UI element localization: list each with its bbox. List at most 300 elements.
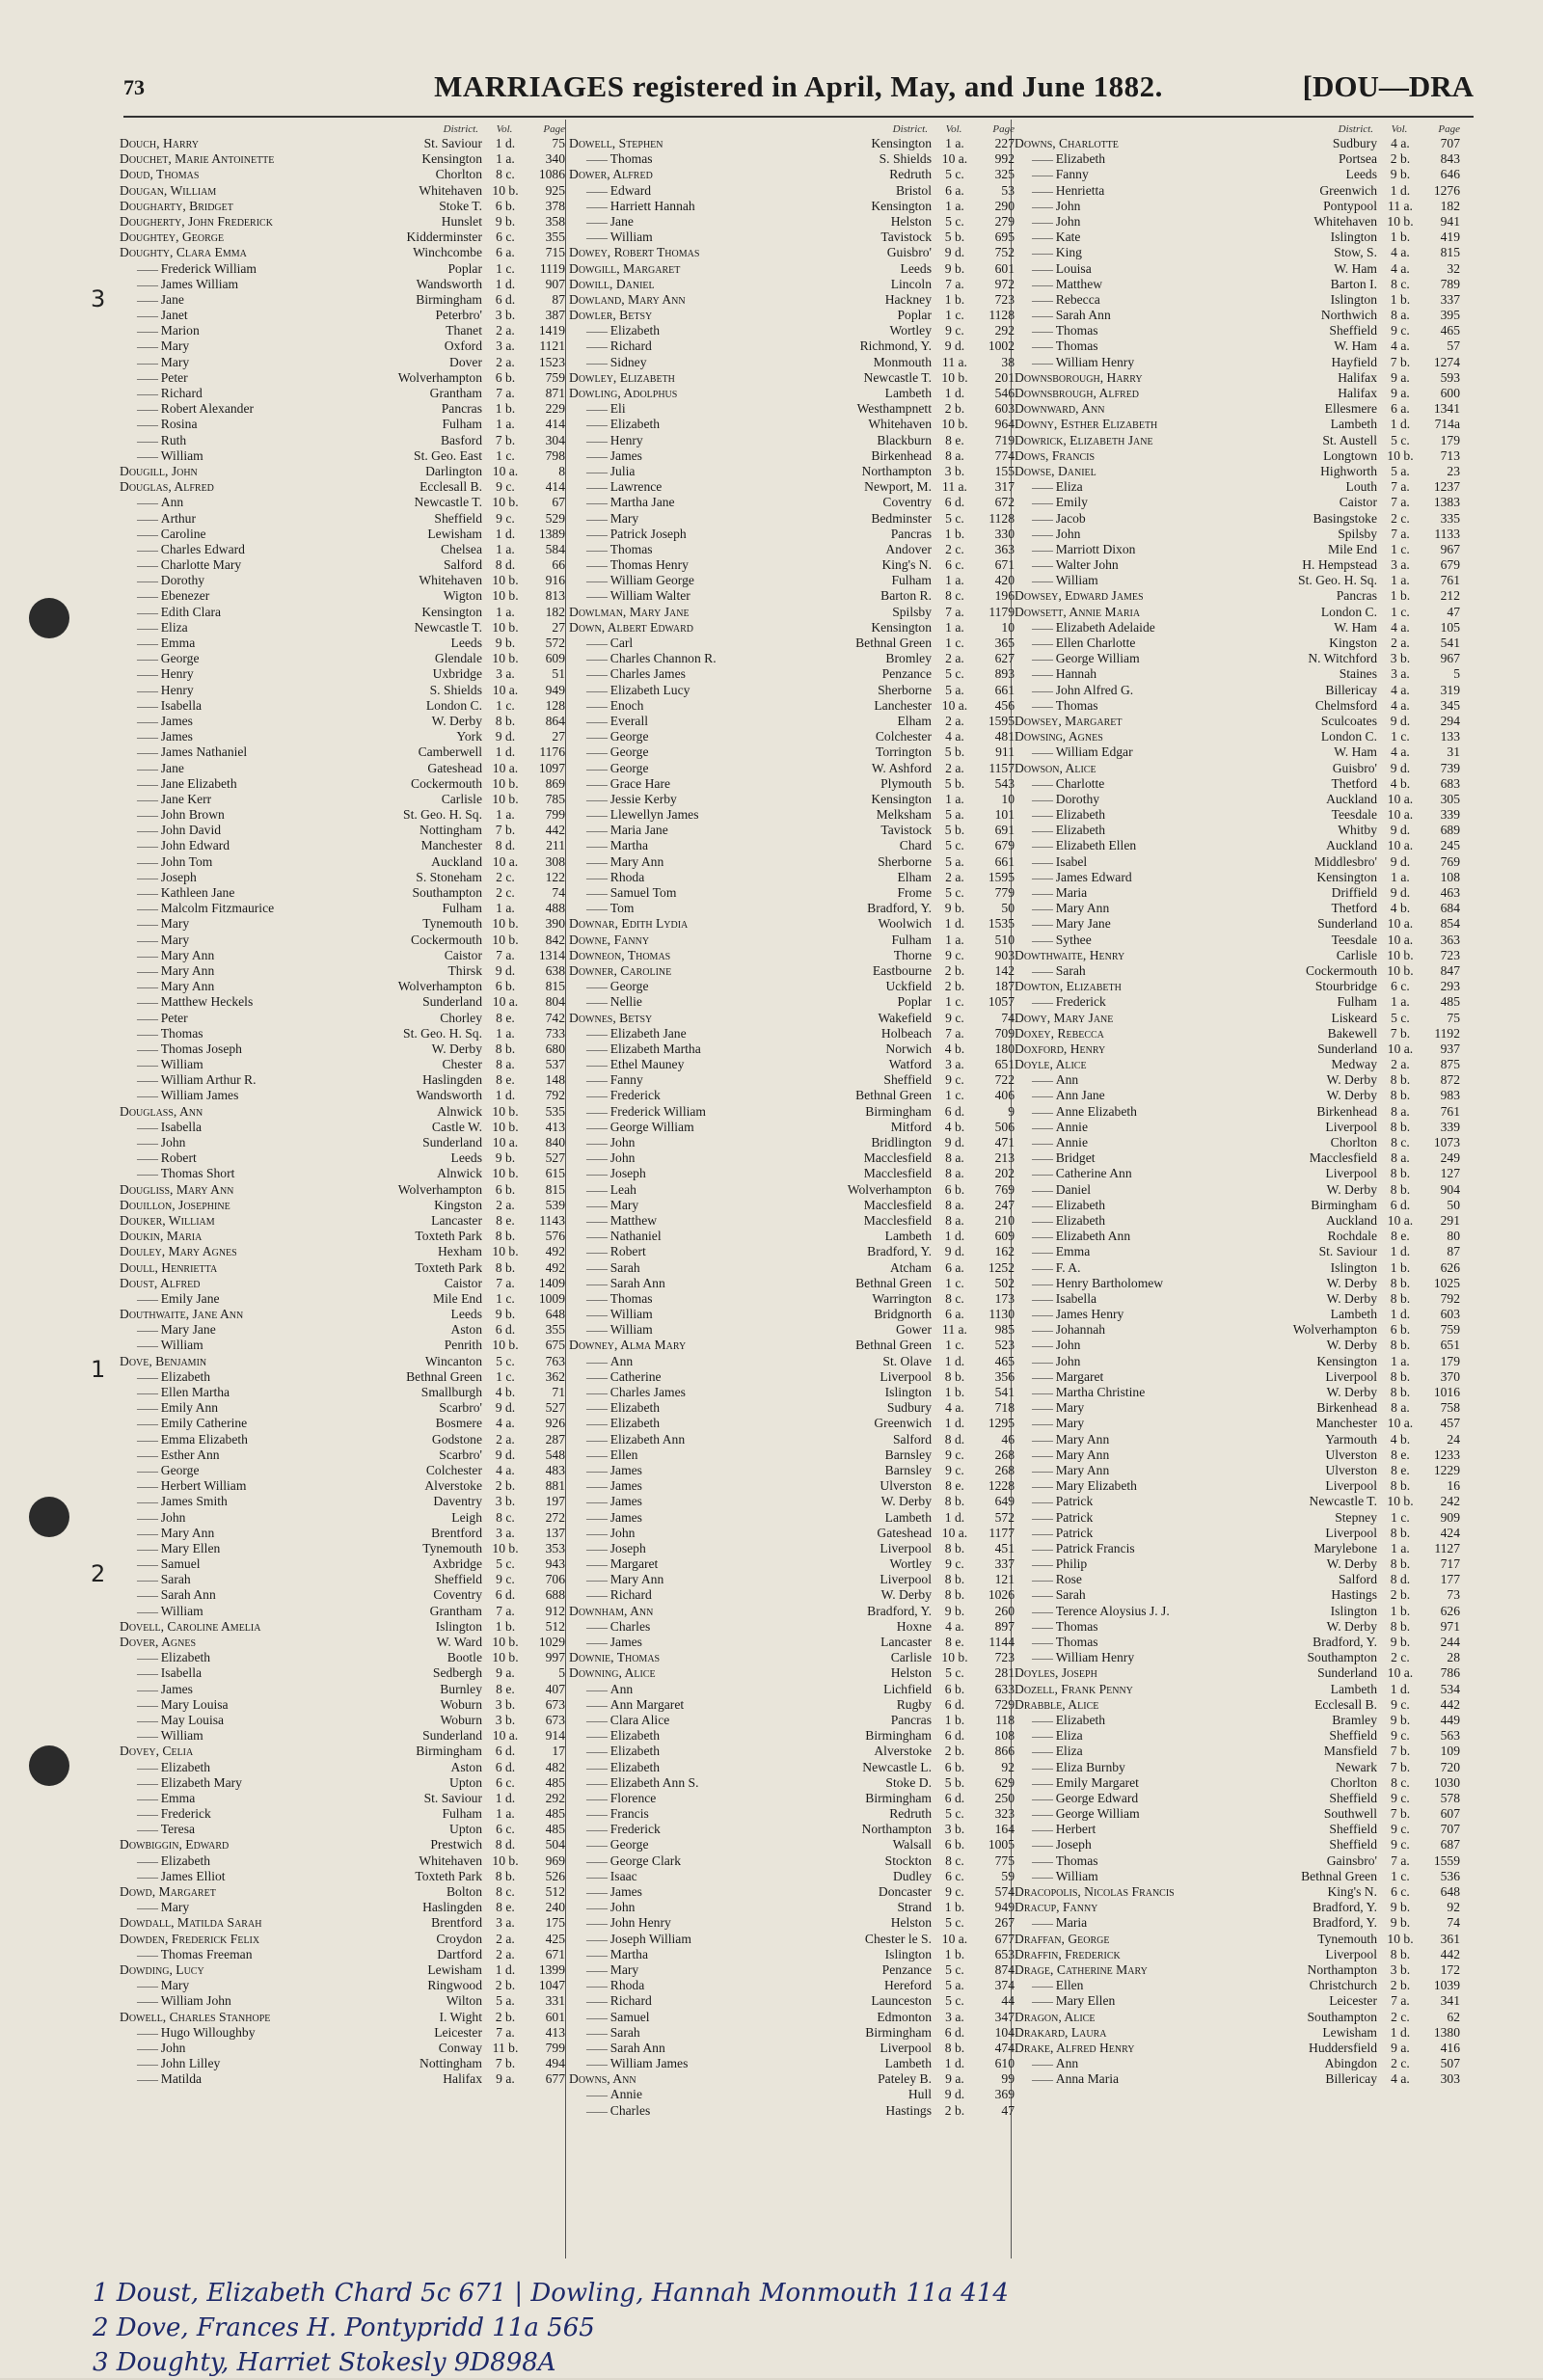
entry-district: Pancras bbox=[1336, 588, 1377, 604]
entry-volume: 1 d. bbox=[1390, 2024, 1411, 2040]
index-entry bbox=[569, 1182, 1015, 1198]
entry-page: 492 bbox=[545, 1244, 565, 1259]
entry-district: Liverpool bbox=[880, 1572, 932, 1587]
index-entry bbox=[569, 651, 1015, 666]
entry-page: 626 bbox=[1440, 1259, 1460, 1275]
entry-volume: 6 c. bbox=[496, 230, 515, 245]
entry-name: —— Thomas bbox=[1015, 698, 1213, 714]
entry-district: Daventry bbox=[433, 1494, 482, 1509]
entry-name: —— Elizabeth Mary bbox=[120, 1775, 318, 1791]
surname-entry bbox=[1015, 761, 1460, 776]
entry-district: Poplar bbox=[897, 994, 932, 1010]
entry-volume: 2 b. bbox=[944, 962, 965, 978]
surname-entry bbox=[120, 1619, 565, 1635]
entry-page: 546 bbox=[994, 386, 1015, 400]
entry-district: Birkenhead bbox=[1316, 1400, 1377, 1416]
entry-volume: 10 a. bbox=[941, 697, 968, 713]
entry-name: —— Clara Alice bbox=[569, 1713, 768, 1728]
entry-volume: 9 c. bbox=[496, 1572, 515, 1587]
entry-volume: 4 a. bbox=[496, 1462, 515, 1477]
entry-page: 1157 bbox=[988, 760, 1015, 775]
index-entry bbox=[1015, 1229, 1460, 1244]
entry-volume: 8 c. bbox=[945, 1853, 964, 1868]
entry-volume: 1 a. bbox=[496, 1025, 515, 1041]
entry-volume: 9 c. bbox=[945, 323, 964, 338]
entry-district: W. Derby bbox=[1326, 1088, 1377, 1103]
index-entry bbox=[1015, 1072, 1460, 1088]
entry-page: 733 bbox=[545, 1025, 565, 1041]
entry-page: 1274 bbox=[1433, 354, 1460, 369]
entry-volume: 1 a. bbox=[496, 417, 515, 432]
entry-volume: 1 b. bbox=[1390, 1259, 1411, 1275]
entry-volume: 8 e. bbox=[945, 1478, 964, 1494]
entry-district: Leigh bbox=[451, 1509, 482, 1525]
entry-district: Wortley bbox=[889, 323, 932, 338]
index-entry bbox=[120, 979, 565, 994]
entry-district: Thanet bbox=[446, 323, 482, 338]
entry-district: Chorlton bbox=[1330, 1135, 1377, 1149]
entry-page: 244 bbox=[1440, 1635, 1460, 1649]
entry-page: 722 bbox=[994, 1072, 1015, 1088]
surname-entry bbox=[120, 1244, 565, 1259]
entry-name: —— Sarah bbox=[1015, 1587, 1213, 1603]
entry-name: —— Peter bbox=[120, 370, 318, 386]
entry-volume: 8 b. bbox=[1390, 1290, 1411, 1306]
index-entry bbox=[569, 214, 1015, 230]
index-entry bbox=[569, 2025, 1015, 2041]
entry-name: —— Matthew bbox=[569, 1213, 768, 1229]
entry-page: 109 bbox=[1440, 1744, 1460, 1759]
entry-name: —— Elizabeth bbox=[569, 323, 768, 338]
entry-name: —— James bbox=[120, 714, 318, 729]
entry-name: —— Thomas bbox=[1015, 323, 1213, 338]
entry-volume: 8 e. bbox=[945, 1635, 964, 1649]
surname-range: [DOU—DRA bbox=[1302, 69, 1474, 103]
index-entry bbox=[1015, 355, 1460, 370]
entry-district: Lambeth bbox=[1330, 1681, 1377, 1696]
entry-district: Islington bbox=[1330, 1259, 1377, 1275]
entry-district: Lancaster bbox=[880, 1635, 932, 1649]
entry-volume: 1 c. bbox=[496, 1368, 515, 1384]
index-entry bbox=[569, 683, 1015, 698]
entry-district: Caistor bbox=[444, 1275, 482, 1290]
entry-district: Poplar bbox=[897, 308, 932, 323]
index-entry bbox=[120, 1072, 565, 1088]
entry-page: 1176 bbox=[539, 744, 565, 760]
entry-page: 893 bbox=[994, 666, 1015, 682]
entry-volume: 6 b. bbox=[495, 198, 516, 213]
entry-page: 363 bbox=[1440, 932, 1460, 947]
entry-district: Wolverhampton bbox=[397, 979, 482, 994]
handwritten-notes bbox=[93, 2276, 1443, 2380]
entry-volume: 9 a. bbox=[1391, 386, 1410, 400]
index-entry bbox=[569, 527, 1015, 542]
index-entry bbox=[1015, 1526, 1460, 1541]
entry-district: Pontypool bbox=[1323, 198, 1377, 213]
entry-volume: 4 b. bbox=[944, 1041, 965, 1056]
index-entry bbox=[1015, 1478, 1460, 1494]
entry-district: Sheffield bbox=[883, 1072, 932, 1088]
entry-name: —— Eliza bbox=[120, 620, 318, 636]
entry-name: Dowson, Alice bbox=[1015, 760, 1096, 775]
entry-name: —— Jane bbox=[120, 292, 318, 308]
entry-district: Chester bbox=[442, 1057, 482, 1072]
index-entry bbox=[1015, 807, 1460, 823]
index-entry bbox=[1015, 1322, 1460, 1338]
entry-page: 1192 bbox=[1434, 1025, 1460, 1041]
entry-volume: 5 c. bbox=[945, 1665, 964, 1681]
surname-entry bbox=[120, 230, 565, 245]
surname-entry bbox=[1015, 136, 1460, 151]
entry-page: 798 bbox=[545, 447, 565, 463]
entry-page: 799 bbox=[545, 2040, 565, 2055]
entry-name: Douchet, Marie Antoinette bbox=[120, 151, 275, 167]
entry-volume: 5 c. bbox=[945, 666, 964, 682]
entry-name: —— Emma Elizabeth bbox=[120, 1432, 318, 1447]
index-entry bbox=[120, 963, 565, 979]
index-entry bbox=[1015, 1463, 1460, 1478]
entry-name: —— Nellie bbox=[569, 994, 768, 1010]
entry-page: 972 bbox=[994, 276, 1015, 291]
index-entry bbox=[569, 776, 1015, 792]
entry-name: —— Thomas bbox=[1015, 338, 1213, 354]
entry-district: Birkenhead bbox=[871, 447, 932, 463]
index-entry bbox=[569, 1369, 1015, 1385]
entry-page: 227 bbox=[994, 136, 1015, 150]
entry-page: 319 bbox=[1440, 682, 1460, 697]
entry-district: Huddersfield bbox=[1309, 2040, 1377, 2055]
entry-district: Basingstoke bbox=[1313, 510, 1377, 526]
entry-volume: 1 d. bbox=[1390, 1681, 1411, 1696]
page-number: 73 bbox=[123, 75, 145, 99]
entry-page: 175 bbox=[545, 1915, 565, 1931]
entry-volume: 7 a. bbox=[496, 947, 515, 962]
entry-page: 610 bbox=[994, 2056, 1015, 2071]
entry-district: Kensington bbox=[871, 619, 932, 635]
entry-district: Hereford bbox=[883, 1978, 932, 1993]
punch-hole bbox=[29, 598, 69, 638]
entry-volume: 4 a. bbox=[945, 1618, 964, 1634]
entry-name: —— Dorothy bbox=[1015, 792, 1213, 807]
entry-name: —— Thomas bbox=[1015, 1619, 1213, 1635]
entry-district: W. Ham bbox=[1334, 619, 1377, 635]
entry-volume: 6 d. bbox=[944, 1696, 965, 1712]
entry-page: 804 bbox=[545, 994, 565, 1010]
entry-district: Birkenhead bbox=[1316, 1103, 1377, 1119]
entry-name: —— William bbox=[120, 1057, 318, 1072]
entry-volume: 1 b. bbox=[1390, 588, 1411, 604]
entry-volume: 6 b. bbox=[944, 1181, 965, 1197]
entry-district: Toxteth Park bbox=[415, 1868, 482, 1883]
entry-name: —— Fanny bbox=[569, 1072, 768, 1088]
entry-district: Thetford bbox=[1331, 901, 1377, 916]
entry-volume: 8 a. bbox=[1391, 1150, 1410, 1166]
index-entry bbox=[120, 338, 565, 354]
entry-volume: 6 d. bbox=[495, 1587, 516, 1603]
entry-district: Edmonton bbox=[877, 2009, 932, 2024]
entry-page: 474 bbox=[994, 2040, 1015, 2055]
index-entry bbox=[1015, 1166, 1460, 1181]
entry-page: 355 bbox=[545, 1322, 565, 1338]
entry-district: Stow, S. bbox=[1334, 245, 1377, 260]
surname-entry bbox=[120, 1744, 565, 1759]
surname-entry bbox=[1015, 433, 1460, 448]
entry-page: 481 bbox=[994, 729, 1015, 744]
entry-volume: 6 b. bbox=[944, 1837, 965, 1853]
index-entry bbox=[120, 776, 565, 792]
entry-page: 691 bbox=[994, 823, 1015, 838]
entry-volume: 10 b. bbox=[1387, 447, 1414, 463]
index-entry bbox=[569, 1713, 1015, 1728]
entry-page: 717 bbox=[1440, 1556, 1460, 1572]
entry-district: Bristol bbox=[895, 182, 932, 198]
entry-page: 485 bbox=[545, 1806, 565, 1822]
entry-name: Draffan, George bbox=[1015, 1931, 1110, 1946]
entry-district: Staines bbox=[1339, 666, 1377, 682]
entry-page: 967 bbox=[1440, 541, 1460, 556]
entry-district: Wigton bbox=[443, 588, 482, 604]
surname-entry bbox=[1015, 1884, 1460, 1900]
entry-page: 729 bbox=[994, 1696, 1015, 1712]
entry-volume: 10 b. bbox=[492, 573, 519, 588]
surname-entry bbox=[1015, 1932, 1460, 1947]
entry-district: Macclesfield bbox=[863, 1212, 932, 1228]
entry-page: 272 bbox=[545, 1509, 565, 1525]
entry-district: Doncaster bbox=[878, 1884, 932, 1899]
index-entry bbox=[120, 1947, 565, 1962]
index-entry bbox=[569, 495, 1015, 510]
index-entry bbox=[120, 761, 565, 776]
entry-name: —— Frederick bbox=[569, 1088, 768, 1103]
surname-entry bbox=[1015, 714, 1460, 729]
index-entry bbox=[569, 1806, 1015, 1822]
entry-district: Dartford bbox=[437, 1946, 482, 1961]
entry-name: —— Sythee bbox=[1015, 933, 1213, 948]
entry-volume: 10 b. bbox=[1387, 947, 1414, 962]
index-entry bbox=[120, 370, 565, 386]
entry-district: London C. bbox=[1320, 729, 1377, 744]
entry-district: Liverpool bbox=[1325, 1166, 1377, 1181]
entry-district: Uxbridge bbox=[432, 666, 482, 682]
entry-district: Whitehaven bbox=[419, 573, 482, 588]
index-entry bbox=[569, 1135, 1015, 1150]
entry-district: Billericay bbox=[1325, 682, 1377, 697]
index-entry bbox=[120, 1088, 565, 1103]
entry-district: Woburn bbox=[440, 1712, 482, 1727]
entry-district: Melksham bbox=[876, 807, 932, 823]
index-entry bbox=[569, 1322, 1015, 1338]
entry-volume: 1 b. bbox=[944, 1900, 965, 1915]
entry-district: Thirsk bbox=[447, 962, 482, 978]
index-entry bbox=[569, 2041, 1015, 2056]
surname-entry bbox=[1015, 1697, 1460, 1713]
entry-name: —— John bbox=[569, 1150, 768, 1166]
entry-page: 941 bbox=[1440, 213, 1460, 229]
entry-volume: 6 d. bbox=[495, 1759, 516, 1774]
entry-page: 572 bbox=[994, 1509, 1015, 1525]
entry-volume: 2 c. bbox=[496, 869, 515, 884]
entry-page: 541 bbox=[1440, 636, 1460, 650]
surname-entry bbox=[569, 1650, 1015, 1665]
entry-district: Newark bbox=[1335, 1759, 1377, 1774]
index-entry bbox=[569, 1229, 1015, 1244]
index-entry bbox=[569, 1463, 1015, 1478]
surname-entry bbox=[1015, 386, 1460, 401]
entry-district: Aston bbox=[450, 1759, 482, 1774]
entry-page: 337 bbox=[1440, 291, 1460, 307]
index-entry bbox=[1015, 479, 1460, 495]
entry-name: —— Carl bbox=[569, 636, 768, 651]
entry-district: Godstone bbox=[431, 1431, 482, 1447]
entry-page: 1121 bbox=[539, 338, 565, 354]
index-entry bbox=[569, 979, 1015, 994]
entry-page: 457 bbox=[1440, 1416, 1460, 1431]
entry-name: —— Samuel bbox=[569, 2010, 768, 2025]
entry-district: Plymouth bbox=[880, 775, 932, 791]
index-entry bbox=[569, 1572, 1015, 1587]
entry-page: 758 bbox=[1440, 1400, 1460, 1416]
entry-volume: 2 a. bbox=[496, 1946, 515, 1961]
entry-page: 1314 bbox=[538, 947, 565, 962]
entry-district: Christchurch bbox=[1309, 1978, 1377, 1993]
entry-page: 949 bbox=[994, 1900, 1015, 1915]
entry-name: —— John bbox=[569, 1526, 768, 1541]
index-entry bbox=[1015, 1276, 1460, 1291]
entry-volume: 1 a. bbox=[1391, 573, 1410, 588]
entry-name: —— James bbox=[120, 1682, 318, 1697]
entry-page: 99 bbox=[1001, 2071, 1015, 2087]
entry-volume: 10 a. bbox=[492, 463, 519, 478]
entry-name: —— Francis bbox=[569, 1806, 768, 1822]
entry-page: 305 bbox=[1440, 791, 1460, 806]
index-entry bbox=[120, 2025, 565, 2041]
entry-volume: 10 a. bbox=[941, 151, 968, 167]
index-entry bbox=[120, 994, 565, 1010]
entry-page: 74 bbox=[1001, 1010, 1015, 1025]
entry-page: 363 bbox=[994, 541, 1015, 556]
entry-district: Sheffield bbox=[434, 1572, 482, 1587]
entry-name: Downeon, Thomas bbox=[569, 947, 671, 962]
entry-name: —— Janet bbox=[120, 308, 318, 323]
entry-district: Manchester bbox=[1315, 1416, 1377, 1431]
entry-page: 1025 bbox=[1433, 1275, 1460, 1290]
entry-name: —— Elizabeth bbox=[569, 1400, 768, 1416]
entry-page: 127 bbox=[1440, 1166, 1460, 1181]
entry-volume: 6 c. bbox=[945, 1868, 964, 1883]
entry-page: 661 bbox=[994, 853, 1015, 869]
entry-page: 574 bbox=[994, 1884, 1015, 1899]
entry-volume: 9 c. bbox=[1391, 323, 1410, 338]
index-entry bbox=[120, 1572, 565, 1587]
entry-district: Kensington bbox=[871, 198, 932, 213]
entry-name: Downar, Edith Lydia bbox=[569, 916, 689, 932]
entry-volume: 9 b. bbox=[1390, 1712, 1411, 1727]
entry-page: 442 bbox=[1440, 1696, 1460, 1712]
entry-name: —— Arthur bbox=[120, 511, 318, 527]
entry-name: —— Charles James bbox=[569, 666, 768, 682]
index-entry bbox=[569, 994, 1015, 1010]
surname-entry bbox=[1015, 1041, 1460, 1057]
entry-page: 293 bbox=[1440, 979, 1460, 994]
entry-volume: 3 b. bbox=[495, 1696, 516, 1712]
entry-page: 8 bbox=[558, 463, 565, 478]
entry-page: 815 bbox=[545, 1181, 565, 1197]
entry-volume: 10 b. bbox=[941, 1650, 968, 1665]
entry-name: —— Thomas Henry bbox=[569, 557, 768, 573]
header-rule bbox=[123, 116, 1474, 118]
entry-name: —— Thomas bbox=[120, 1026, 318, 1041]
index-entry bbox=[1015, 1915, 1460, 1931]
entry-name: Dovey, Celia bbox=[120, 1744, 194, 1759]
entry-page: 292 bbox=[994, 323, 1015, 338]
entry-page: 249 bbox=[1440, 1150, 1460, 1166]
entry-name: Downe, Fanny bbox=[569, 932, 650, 947]
index-entry bbox=[1015, 338, 1460, 354]
entry-volume: 7 a. bbox=[1391, 495, 1410, 510]
entry-district: Conway bbox=[438, 2040, 482, 2055]
entry-name: Drage, Catherine Mary bbox=[1015, 1961, 1148, 1977]
entry-district: Longtown bbox=[1323, 447, 1377, 463]
entry-name: Dower, Alfred bbox=[569, 167, 653, 182]
entry-volume: 2 c. bbox=[1391, 1650, 1410, 1665]
entry-volume: 3 b. bbox=[495, 1494, 516, 1509]
entry-volume: 8 e. bbox=[496, 1072, 515, 1088]
entry-name: —— Elizabeth Ann bbox=[569, 1432, 768, 1447]
index-entry bbox=[120, 1150, 565, 1166]
entry-name: Dowse, Daniel bbox=[1015, 463, 1096, 478]
entry-page: 1295 bbox=[988, 1416, 1015, 1431]
entry-volume: 9 d. bbox=[944, 1244, 965, 1259]
index-entry bbox=[1015, 1338, 1460, 1353]
entry-district: St. Austell bbox=[1322, 432, 1377, 447]
entry-name: —— Nathaniel bbox=[569, 1229, 768, 1244]
entry-page: 869 bbox=[545, 775, 565, 791]
entry-name: —— Patrick bbox=[1015, 1510, 1213, 1526]
entry-district: Bradford, Y. bbox=[867, 1244, 932, 1259]
entry-name: —— Florence bbox=[569, 1791, 768, 1806]
entry-page: 31 bbox=[1447, 744, 1460, 760]
index-entry bbox=[569, 1276, 1015, 1291]
entry-page: 671 bbox=[545, 1946, 565, 1961]
entry-name: —— William James bbox=[569, 2056, 768, 2071]
surname-entry bbox=[569, 308, 1015, 323]
index-entry bbox=[120, 433, 565, 448]
entry-district: Chelmsford bbox=[1314, 697, 1377, 713]
index-entry bbox=[1015, 1244, 1460, 1259]
entry-name: —— Johannah bbox=[1015, 1322, 1213, 1338]
entry-district: Barton R. bbox=[880, 588, 932, 604]
entry-page: 536 bbox=[1440, 1868, 1460, 1883]
entry-name: —— Rhoda bbox=[569, 1978, 768, 1993]
surname-entry bbox=[569, 136, 1015, 151]
entry-page: 983 bbox=[1440, 1088, 1460, 1103]
entry-name: —— Bridget bbox=[1015, 1150, 1213, 1166]
entry-page: 182 bbox=[1440, 198, 1460, 213]
index-entry bbox=[120, 1697, 565, 1713]
index-entry bbox=[1015, 870, 1460, 885]
entry-district: Ellesmere bbox=[1324, 401, 1377, 417]
entry-volume: 9 d. bbox=[1390, 713, 1411, 728]
entry-name: —— Sarah Ann bbox=[1015, 308, 1213, 323]
entry-district: Uckfield bbox=[885, 979, 932, 994]
entry-district: Alnwick bbox=[437, 1166, 482, 1181]
entry-volume: 6 b. bbox=[944, 1759, 965, 1774]
entry-district: Bromley bbox=[885, 651, 932, 666]
entry-volume: 8 d. bbox=[1390, 1572, 1411, 1587]
index-entry bbox=[120, 277, 565, 292]
entry-page: 607 bbox=[1440, 1806, 1460, 1822]
entry-volume: 10 b. bbox=[492, 1103, 519, 1119]
